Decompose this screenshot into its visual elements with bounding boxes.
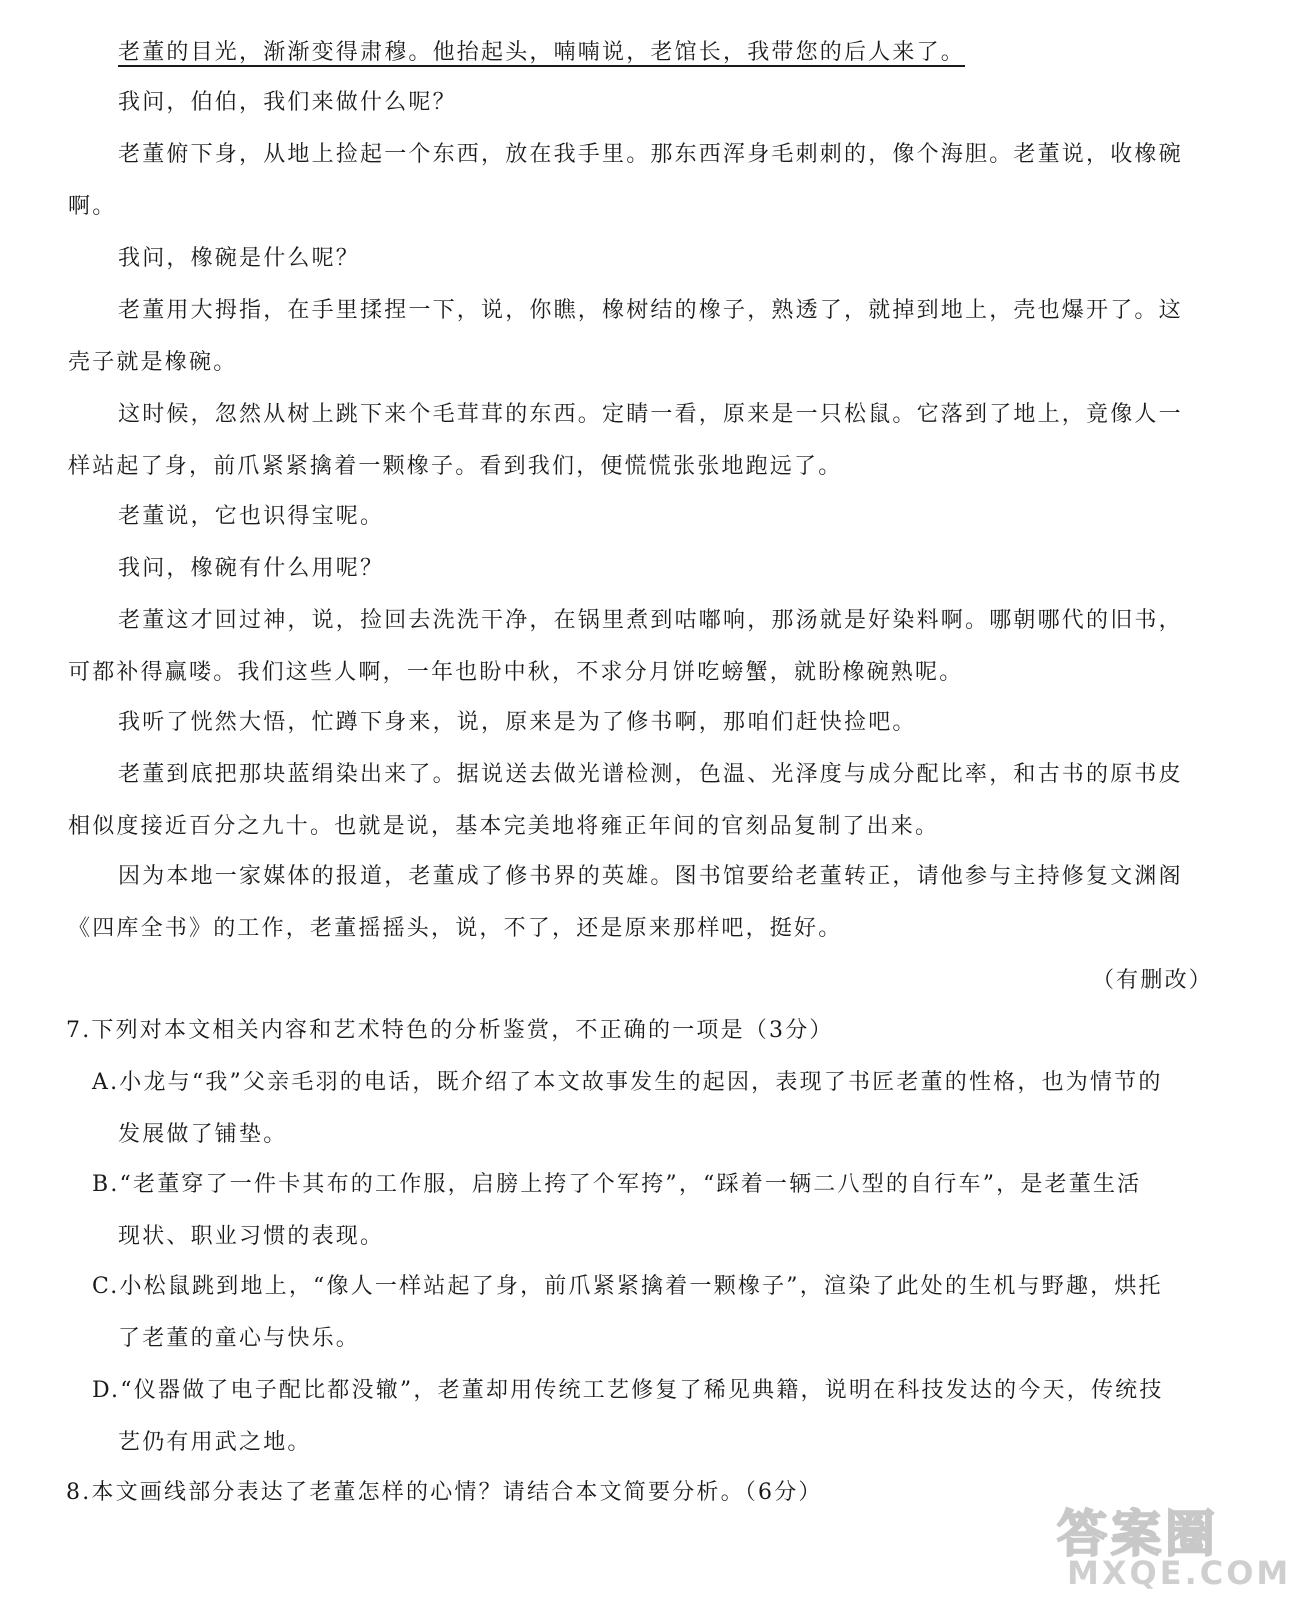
question-7-option-c: C.小松鼠跳到地上，“像人一样站起了身，前爪紧紧擒着一颗橡子”，渲染了此处的生机与野趣，烘托: [92, 1274, 1163, 1299]
question-7-stem: 7.下列对本文相关内容和艺术特色的分析鉴赏，不正确的一项是（3分）: [66, 1018, 834, 1043]
passage-paragraph: 因为本地一家媒体的报道，老董成了修书界的英雄。图书馆要给老董转正，请他参与主持修复文渊阁: [118, 864, 1183, 889]
question-8-stem: 8.本文画线部分表达了老董怎样的心情？请结合本文简要分析。（6分）: [66, 1480, 823, 1505]
passage-underlined-sentence: 老董的目光，渐渐变得肃穆。他抬起头，喃喃说，老馆长，我带您的后人来了。: [118, 40, 966, 65]
passage-paragraph-continuation: 啊。: [68, 194, 117, 219]
source-note: （有删改）: [1091, 968, 1213, 993]
site-watermark: [1057, 1494, 1297, 1594]
passage-paragraph-continuation: 可都补得赢喽。我们这些人啊，一年也盼中秋，不求分月饼吃螃蟹，就盼橡碗熟呢。: [68, 660, 964, 685]
passage-paragraph: 我问，伯伯，我们来做什么呢？: [118, 90, 457, 115]
passage-paragraph: 老董到底把那块蓝绢染出来了。据说送去做光谱检测，色温、光泽度与成分配比率，和古书的原书皮: [118, 762, 1183, 787]
passage-paragraph: 我问，橡碗有什么用呢？: [118, 556, 385, 581]
question-7-option-d: D.“仪器做了电子配比都没辙”，老董却用传统工艺修复了稀见典籍，说明在科技发达的今天，传统技: [92, 1378, 1164, 1403]
passage-paragraph-continuation: 《四库全书》的工作，老董摇摇头，说，不了，还是原来那样吧，挺好。: [68, 916, 843, 941]
passage-paragraph: 这时候，忽然从树上跳下来个毛茸茸的东西。定睛一看，原来是一只松鼠。它落到了地上，竟像人一: [118, 402, 1183, 427]
question-7-option-d-continuation: 艺仍有用武之地。: [118, 1430, 312, 1455]
question-7-option-a-continuation: 发展做了铺垫。: [118, 1122, 288, 1147]
passage-paragraph-continuation: 壳子就是橡碗。: [68, 350, 238, 375]
question-7-option-b: B.“老董穿了一件卡其布的工作服，启膀上挎了个军挎”，“踩着一辆二八型的自行车”，是老董生活: [92, 1172, 1142, 1197]
passage-paragraph-continuation: 样站起了身，前爪紧紧擒着一颗橡子。看到我们，便慌慌张张地跑远了。: [68, 454, 843, 479]
question-7-option-a: A.小龙与“我”父亲毛羽的电话，既介绍了本文故事发生的起因，表现了书匠老董的性格，也为情节的: [92, 1070, 1163, 1095]
passage-paragraph: 我问，橡碗是什么呢？: [118, 246, 361, 271]
passage-paragraph: 老董说，它也识得宝呢。: [118, 504, 385, 529]
passage-paragraph: 老董俯下身，从地上捡起一个东西，放在我手里。那东西浑身毛刺刺的，像个海胆。老董说，收橡碗: [118, 142, 1183, 167]
passage-paragraph: 老董用大拇指，在手里揉捏一下，说，你瞧，橡树结的橡子，熟透了，就掉到地上，壳也爆开了。这: [118, 298, 1183, 323]
passage-paragraph: 我听了恍然大悟，忙蹲下身来，说，原来是为了修书啊，那咱们赶快捡吧。: [118, 710, 917, 735]
question-7-option-b-continuation: 现状、职业习惯的表现。: [118, 1224, 385, 1249]
passage-paragraph: 老董这才回过神，说，捡回去洗洗干净，在锅里煮到咕嘟响，那汤就是好染料啊。哪朝哪代的旧书，: [118, 608, 1183, 633]
passage-paragraph-continuation: 相似度接近百分之九十。也就是说，基本完美地将雍正年间的官刻品复制了出来。: [68, 814, 940, 839]
watermark-logo-text: 答案圈: [1057, 1505, 1219, 1563]
question-7-option-c-continuation: 了老董的童心与快乐。: [118, 1326, 361, 1351]
watermark-url-text: MXQE.COM: [1067, 1554, 1292, 1592]
